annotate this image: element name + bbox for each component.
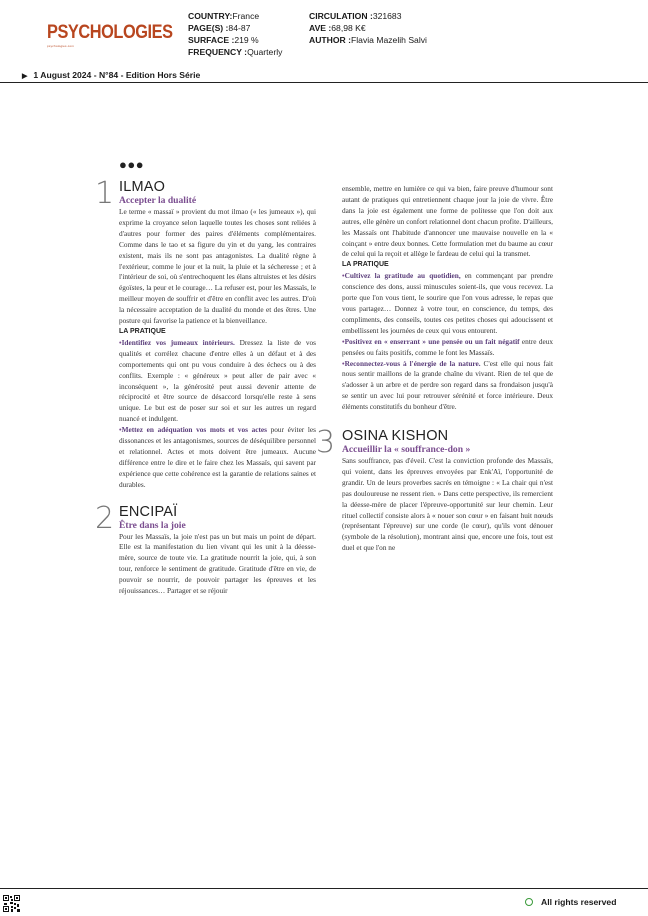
section-2-bullet-1 [342, 271, 553, 336]
circulation-value: 321683 [372, 11, 402, 21]
copyright-notice [525, 897, 616, 907]
circle-icon [525, 898, 533, 906]
section-3-number: 3 [316, 425, 336, 461]
article-column-left [95, 176, 317, 597]
bullet-icon: • [119, 425, 122, 435]
issue-date-line [22, 70, 200, 80]
surface-label: SURFACE : [188, 35, 235, 45]
ave-label: AVE : [309, 23, 332, 33]
issue-date-text: 1 August 2024 - N°84 - Edition Hors Série [33, 70, 201, 80]
frequency-value: Quarterly [247, 47, 283, 57]
section-3-body: Sans souffrance, pas d'éveil. C'est la conviction profonde des Massaïs, qui voient, dans les épreuves envoyées par Enk'Aï, l'opportunité de grandir. Un de leurs proverbes sacrés en témoigne : « La chair qui n'est pas douloureuse ne ressent rien. » Dans cette perspective, ils remercient la déesse-mère de placer l'épreuve-opportunité sur leur chemin. Leur rituel collectif consiste alors à « nouer son cœur » en faisant huit nœuds (représentant l'épreuve) sur une corde (le cœur), qu'ils vont dénouer (symbole de la résolution), montrant ainsi que, encore une fois, tout est duel et que l'on ne [342, 456, 553, 553]
section-3-title: OSINA KISHON [342, 428, 449, 445]
logo-text: PSYCHOLOGIES [47, 22, 173, 43]
section-1-bullet-1-text: Dressez la liste de vos qualités et corrélez chacune d'entre elles à un défaut et à des comportements qui ont pu vous conduire à des échecs ou à des conflits. Exemple : « généreux » peut aller de pair avec « inconséquent », la générosité peut aussi devenir attente de réciprocité et être source de désaccord lorsqu'elle reste à sens unique. Le but est de poser sur soi et sur les autres un regard nuancé et indulgent. [119, 337, 317, 424]
section-1-number: 1 [95, 176, 115, 211]
footer-divider [0, 888, 648, 889]
psychologies-logo [47, 22, 173, 50]
section-2-bullet-3-text: C'est elle qui nous fait nous sentir maillons de la grande chaîne du vivant. Rien de tel que de s'adosser à un arbre et de perdre son regard dans sa frondaison jusqu'à se sentir un avec lui pour retrouver sérénité et force intérieure. Deux éléments constitutifs du bonheur d'être. [342, 358, 553, 412]
country-value: France [232, 11, 260, 21]
section-1-bullet-2 [119, 425, 316, 490]
section-1-pratique-label: LA PRATIQUE [119, 327, 166, 335]
section-2-number: 2 [95, 500, 115, 536]
section-2-bullet-1-head: Cultivez la gratitude au quotidien, [344, 271, 461, 281]
frequency-label: FREQUENCY : [188, 47, 248, 57]
section-2-heading [95, 500, 316, 536]
pages-label: PAGE(S) : [188, 23, 229, 33]
qr-code-icon [3, 895, 20, 912]
section-2-body: Pour les Massaïs, la joie n'est pas un but mais un point de départ. Elle est la manifestation du lien vivant qui les unit à la déesse-mère, source de toute vie. La gratitude nourrit la joie, qui, à son tour, renforce le sentiment de gratitude. Gratitude d'être en vie, de pouvoir se nourrir, de pouvoir partager les épreuves et les réjouissances… Partager et se réjouir [119, 531, 316, 596]
author-label: AUTHOR : [309, 35, 352, 45]
section-dots: ●●● [119, 157, 145, 172]
surface-value: 219 % [234, 35, 259, 45]
section-1-subtitle: Accepter la dualité [119, 195, 197, 206]
section-2-body-continued: ensemble, mettre en lumière ce qui va bien, faire preuve d'humour sont autant de pratiques qui entretiennent chaque jour la joie de vivre. Être dans la joie est également une forme de politesse que l'on doit aux autres, elle génère un confort relationnel dont chacun profite. D'ailleurs, les Massaïs ont l'habitude d'annoncer une mauvaise nouvelle en la « coinçant » entre deux bonnes. Cette formulation met du baume au cœur de celui qui la reçoit et allège le fardeau de celui qui la transmet. [342, 184, 553, 259]
section-3-subtitle: Accueillir la « souffrance-don » [342, 444, 471, 456]
section-2-subtitle: Être dans la joie [119, 519, 186, 531]
section-1-bullet-2-text: pour éviter les dissonances et les antagonismes, sources de déséquilibre personnel et relationnel. Actes et mots doivent être jumeaux. Aucune différence entre le dire et le faire chez les Massaïs, qui savent par expérience que cette cohérence est la garantie de relations saines et durables. [119, 425, 316, 489]
section-1-title: ILMAO [119, 179, 166, 195]
circulation-label: CIRCULATION : [309, 11, 373, 21]
press-metadata-right [309, 10, 427, 46]
bullet-icon: • [342, 336, 345, 346]
section-3-heading [316, 425, 553, 461]
section-2-bullet-3 [342, 359, 553, 414]
section-1-heading [95, 176, 316, 211]
triangle-right-icon: ▶ [22, 73, 28, 80]
section-2-bullet-3-head: Reconnectez-vous à l'énergie de la nature. [344, 358, 481, 368]
bullet-icon: • [119, 337, 122, 347]
section-2-bullet-2-text: entre deux pensées ou faits positifs, comme le font les Massaïs. [342, 336, 554, 357]
section-2-bullet-2 [342, 337, 553, 359]
section-1-bullet-2-head: Mettez en adéquation vos mots et vos actes [121, 425, 267, 435]
section-2-title: ENCIPAÏ [119, 503, 178, 520]
header-divider [0, 82, 648, 83]
copyright-text: All rights reserved [541, 897, 617, 907]
article-column-right [316, 184, 554, 554]
logo-subtext: psychologies.com [47, 44, 75, 48]
ave-value: 68,98 K€ [331, 23, 366, 33]
section-2-pratique-label: LA PRATIQUE [342, 261, 389, 269]
section-2-bullet-1-text: en commençant par prendre conscience des dons, aussi minuscules soient-ils, que vous recevez. La porte que l'on vous tient, le sourire que l'on vous adresse, le repas que vous partagez… Donnez à votre tour, en conscience, du temps, des compliments, des conseils, toutes ces petites choses qui adoucissent et embellissent les journées de ceux qui vous entourent. [342, 271, 553, 335]
section-1-body: Le terme « massaï » provient du mot ilmao (« les jumeaux »), qui exprime la croyance selon laquelle toutes les choses sont reliées à d'autres pour former des paires d'éléments complémentaires. Comme dans le tao et sa figure du yin et du yang, les contraires existent, mais ils ne sont pas antagonistes. La dualité règne à l'extérieur, comme le jour et la nuit, la pluie et la sécheresse ; et à l'intérieur de soi, où s'entrechoquent les élans altruistes et les désirs égoïstes, la peur et le courage… La refuser est, pour les Massaïs, le meilleur moyen de souffrir et d'être en conflit avec les autres. D'où la nécessaire acceptation de la dualité du monde et des êtres. Une posture qui favorise la patience et la bienveillance. [119, 207, 316, 326]
bullet-icon: • [342, 271, 345, 281]
section-1-bullet-1-head: Identifiez vos jumeaux intérieurs. [121, 337, 235, 347]
press-metadata-left [188, 10, 282, 58]
author-value: Flavia Mazelih Salvi [351, 35, 427, 45]
country-label: COUNTRY: [188, 11, 233, 21]
pages-value: 84-87 [228, 23, 251, 33]
bullet-icon: • [342, 358, 345, 368]
section-1-bullet-1 [119, 338, 316, 425]
section-2-bullet-2-head: Positivez en « enserrant » une pensée ou un fait négatif [344, 336, 520, 346]
